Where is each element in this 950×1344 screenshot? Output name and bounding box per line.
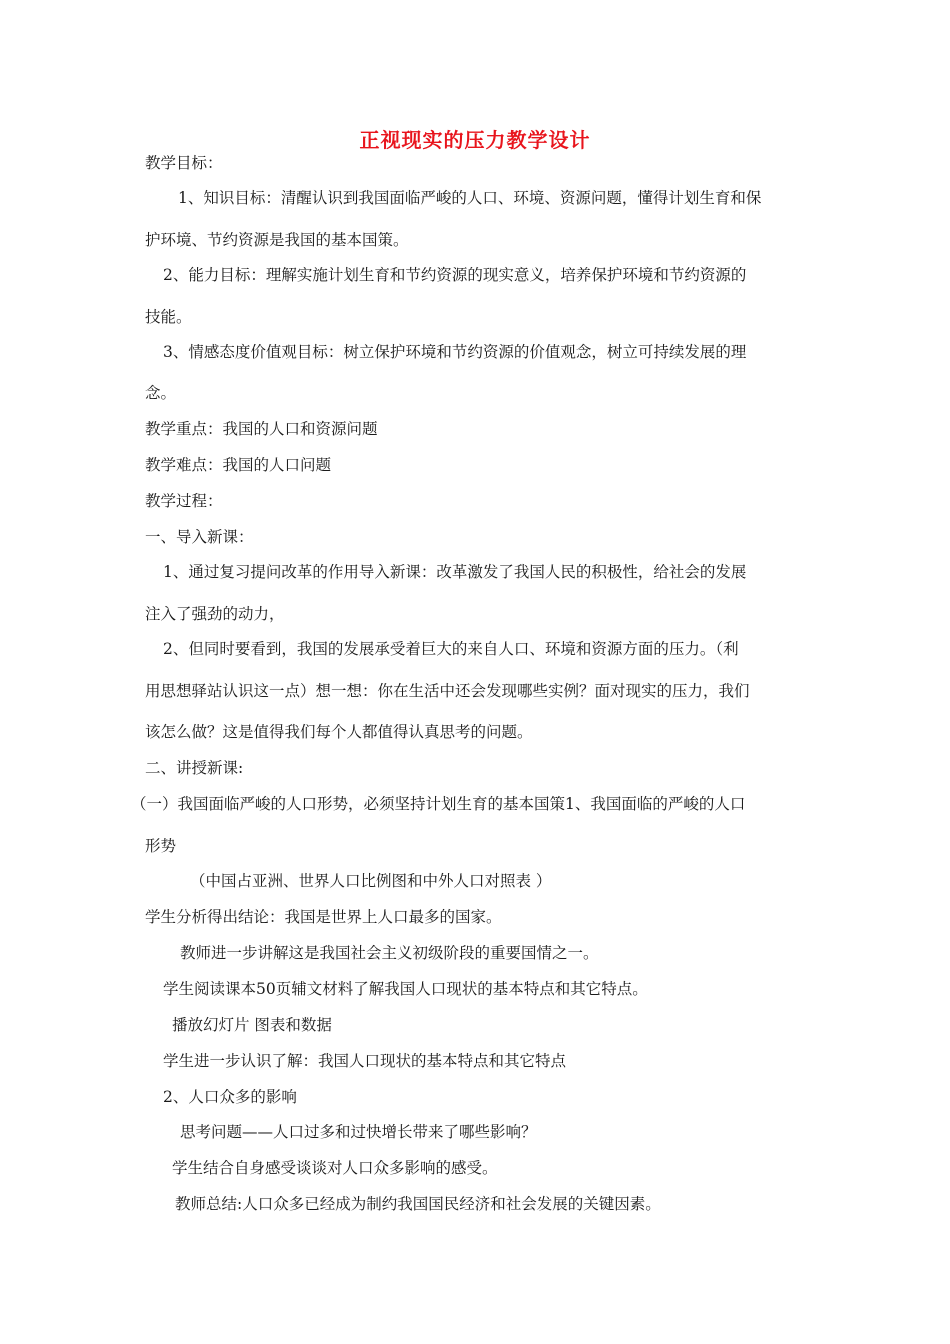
paragraph-line: 2、但同时要看到，我国的发展承受着巨大的来自人口、环境和资源方面的压力。（利 [163,640,739,658]
paragraph-line: 该怎么做？这是值得我们每个人都值得认真思考的问题。 [145,723,533,741]
paragraph-line: 二、讲授新课: [145,759,244,777]
paragraph-line: 一、导入新课： [145,528,254,546]
paragraph-line: 1、知识目标：清醒认识到我国面临严峻的人口、环境、资源问题，懂得计划生育和保 [178,189,762,207]
paragraph-line: 思考问题——人口过多和过快增长带来了哪些影响？ [180,1123,537,1141]
paragraph-line: 学生阅读课本50页辅文材料了解我国人口现状的基本特点和其它特点。 [163,980,648,998]
paragraph-line: 念。 [145,384,177,402]
paragraph-line: 用思想驿站认识这一点）想一想：你在生活中还会发现哪些实例？面对现实的压力，我们 [145,682,750,700]
paragraph-line: 学生分析得出结论：我国是世界上人口最多的国家。 [145,908,502,926]
paragraph-line: 教师总结:人口众多已经成为制约我国国民经济和社会发展的关键因素。 [175,1195,661,1213]
paragraph-line: 1、通过复习提问改革的作用导入新课：改革激发了我国人民的积极性，给社会的发展 [163,563,747,581]
document-title: 正视现实的压力教学设计 [359,128,591,152]
paragraph-line: 教学目标： [145,154,223,172]
paragraph-line: 教学重点：我国的人口和资源问题 [145,420,378,438]
paragraph-line: （一）我国面临严峻的人口形势，必须坚持计划生育的基本国策1、我国面临的严峻的人口 [131,795,746,813]
paragraph-line: 护环境、节约资源是我国的基本国策。 [145,231,409,249]
paragraph-line: 教学过程： [145,492,223,510]
paragraph-line: 2、能力目标：理解实施计划生育和节约资源的现实意义，培养保护环境和节约资源的 [163,266,747,284]
paragraph-line: 形势 [145,837,177,855]
paragraph-line: 教师进一步讲解这是我国社会主义初级阶段的重要国情之一。 [180,944,599,962]
paragraph-line: （中国占亚洲、世界人口比例图和中外人口对照表 ） [190,872,552,890]
paragraph-line: 学生进一步认识了解：我国人口现状的基本特点和其它特点 [163,1052,567,1070]
paragraph-line: 学生结合自身感受谈谈对人口众多影响的感受。 [172,1159,498,1177]
paragraph-line: 3、情感态度价值观目标：树立保护环境和节约资源的价值观念，树立可持续发展的理 [163,343,747,361]
paragraph-line: 播放幻灯片 图表和数据 [172,1016,332,1034]
paragraph-line: 教学难点：我国的人口问题 [145,456,332,474]
paragraph-line: 注入了强劲的动力， [145,605,285,623]
paragraph-line: 技能。 [145,308,192,326]
paragraph-line: 2、人口众多的影响 [163,1088,297,1106]
